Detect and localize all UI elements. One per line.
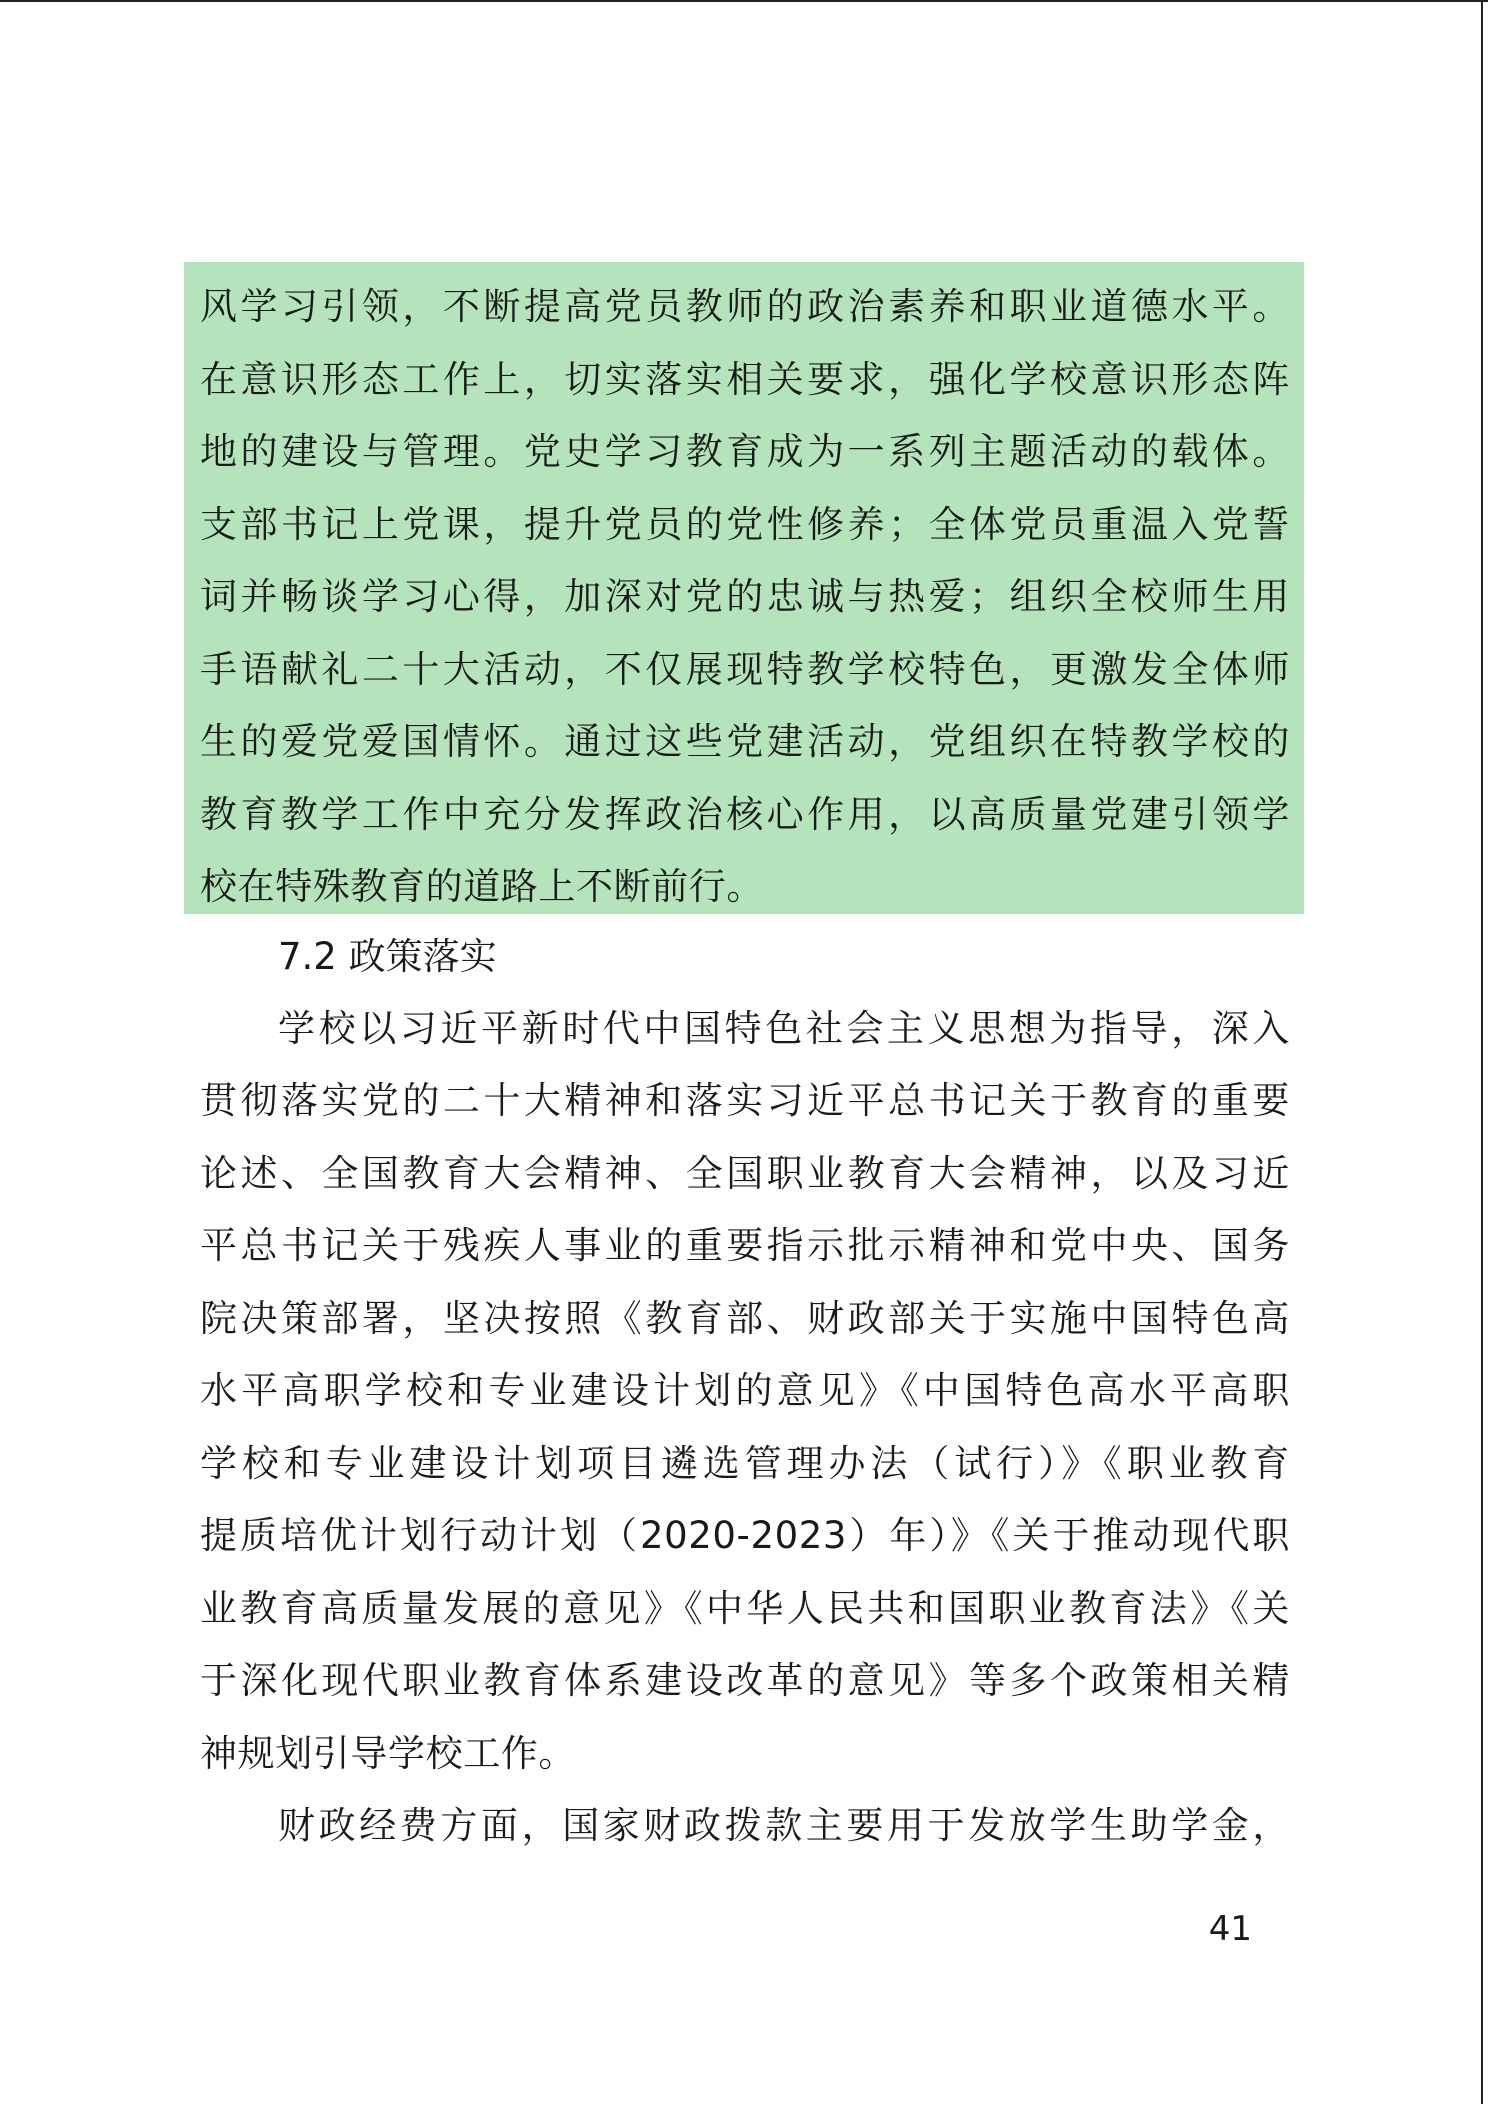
text-line: 手语献礼二十大活动，不仅展现特教学校特色，更激发全体师 [200,648,1290,691]
text-line: 财政经费方面，国家财政拨款主要用于发放学生助学金， [278,1804,1290,1847]
section-heading: 7.2 政策落实 [278,935,497,978]
text-line: 水平高职学校和专业建设计划的意见》《中国特色高水平高职 [200,1369,1290,1412]
page-number: 41 [1208,1909,1252,1949]
text-line: 论述、全国教育大会精神、全国职业教育大会精神，以及习近 [200,1152,1290,1195]
text-line: 教育教学工作中充分发挥政治核心作用，以高质量党建引领学 [200,793,1290,836]
text-line: 支部书记上党课，提升党员的党性修养；全体党员重温入党誓 [200,503,1290,546]
text-line: 神规划引导学校工作。 [200,1732,576,1775]
text-line: 在意识形态工作上，切实落实相关要求，强化学校意识形态阵 [200,358,1290,401]
text-line: 风学习引领，不断提高党员教师的政治素养和职业道德水平。 [200,285,1290,328]
text-line: 贯彻落实党的二十大精神和落实习近平总书记关于教育的重要 [200,1079,1290,1122]
page-right-border [1481,0,1483,2104]
text-line: 于深化现代职业教育体系建设改革的意见》等多个政策相关精 [200,1659,1290,1702]
page-top-border [0,0,1488,2]
text-line: 词并畅谈学习心得，加深对党的忠诚与热爱；组织全校师生用 [200,575,1290,618]
text-line: 校在特殊教育的道路上不断前行。 [200,865,764,908]
text-line: 学校以习近平新时代中国特色社会主义思想为指导，深入 [278,1007,1290,1050]
text-line: 院决策部署，坚决按照《教育部、财政部关于实施中国特色高 [200,1297,1290,1340]
text-line: 业教育高质量发展的意见》《中华人民共和国职业教育法》《关 [200,1587,1290,1630]
text-line: 生的爱党爱国情怀。通过这些党建活动，党组织在特教学校的 [200,720,1290,763]
text-line: 地的建设与管理。党史学习教育成为一系列主题活动的载体。 [200,430,1290,473]
text-line: 平总书记关于残疾人事业的重要指示批示精神和党中央、国务 [200,1224,1290,1267]
text-line: 学校和专业建设计划项目遴选管理办法（试行）》《职业教育 [200,1442,1290,1485]
text-line: 提质培优计划行动计划（2020-2023）年）》《关于推动现代职 [200,1514,1290,1557]
